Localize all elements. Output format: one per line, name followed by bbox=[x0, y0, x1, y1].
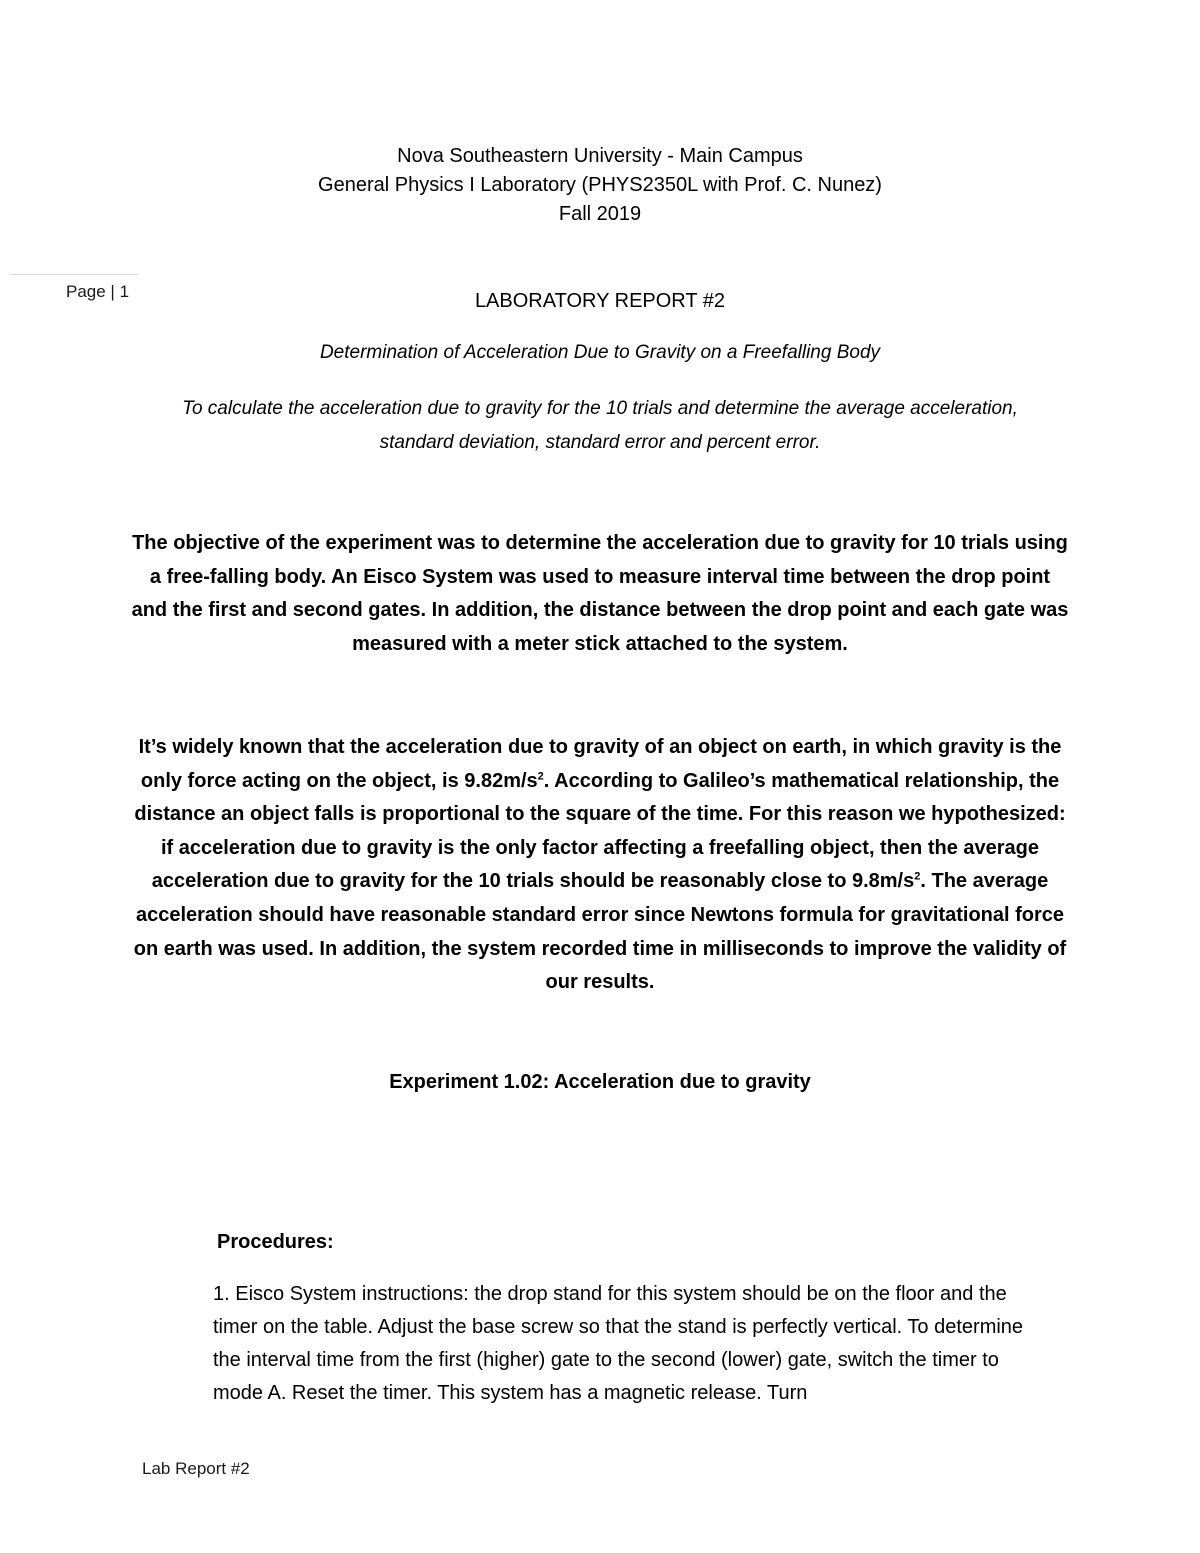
hypothesis-text-1: It’s widely known that the acceleration due to gravity of an object on earth, in which gravity is the only force acting on the object, is 9.82m/s bbox=[138, 736, 1062, 792]
hypothesis-text-2: . According to Galileo’s mathematical relationship, the distance an object falls is proportional to the square of the time. For this reason we hypothesized: if acceleration due to gravity is the only factor affecting a freefalling object, then the average acceleration due to gravity for the 10 trials should be reasonably close to 9.8m/s bbox=[134, 769, 1066, 893]
page-number-rule bbox=[10, 274, 138, 275]
hypothesis-paragraph bbox=[130, 731, 1070, 1000]
procedures-heading: Procedures: bbox=[217, 1231, 334, 1253]
objective-paragraph: The objective of the experiment was to determine the acceleration due to gravity for 10 trials using a free-falling body. An Eisco System was used to measure interval time between the drop point and the first and second gates. In addition, the distance between the drop point and each gate was measured with a meter stick attached to the system. bbox=[131, 532, 1069, 655]
document-header bbox=[110, 142, 1090, 229]
page-footer: Lab Report #2 bbox=[142, 1459, 250, 1478]
exponent-1: 2 bbox=[537, 769, 544, 782]
course-name: General Physics I Laboratory (PHYS2350L with Prof. C. Nunez) bbox=[318, 174, 882, 196]
report-aim: To calculate the acceleration due to gravity for the 10 trials and determine the average acceleration, standard deviation, standard error and percent error. bbox=[182, 398, 1018, 453]
procedure-step-1: 1. Eisco System instructions: the drop stand for this system should be on the floor and the timer on the table. Adjust the base screw so that the stand is perfectly vertical. To determine the interval time from the first (higher) gate to the second (lower) gate, switch the timer to mode A. Reset the timer. This system has a magnetic release. Turn bbox=[213, 1283, 1024, 1404]
report-title: LABORATORY REPORT #2 bbox=[474, 290, 726, 312]
exponent-2: 2 bbox=[914, 870, 921, 883]
hypothesis-text-3: . The average acceleration should have reasonable standard error since Newtons formula for gravitational force on earth was used. In addition, the system recorded time in milliseconds to improve the validity of our results. bbox=[133, 870, 1067, 994]
report-subtitle: Determination of Acceleration Due to Gravity on a Freefalling Body bbox=[319, 342, 881, 363]
experiment-title: Experiment 1.02: Acceleration due to gravity bbox=[389, 1071, 811, 1093]
term: Fall 2019 bbox=[558, 203, 642, 225]
page-number: Page | 1 bbox=[66, 282, 130, 301]
institution-name: Nova Southeastern University - Main Campus bbox=[397, 145, 803, 167]
